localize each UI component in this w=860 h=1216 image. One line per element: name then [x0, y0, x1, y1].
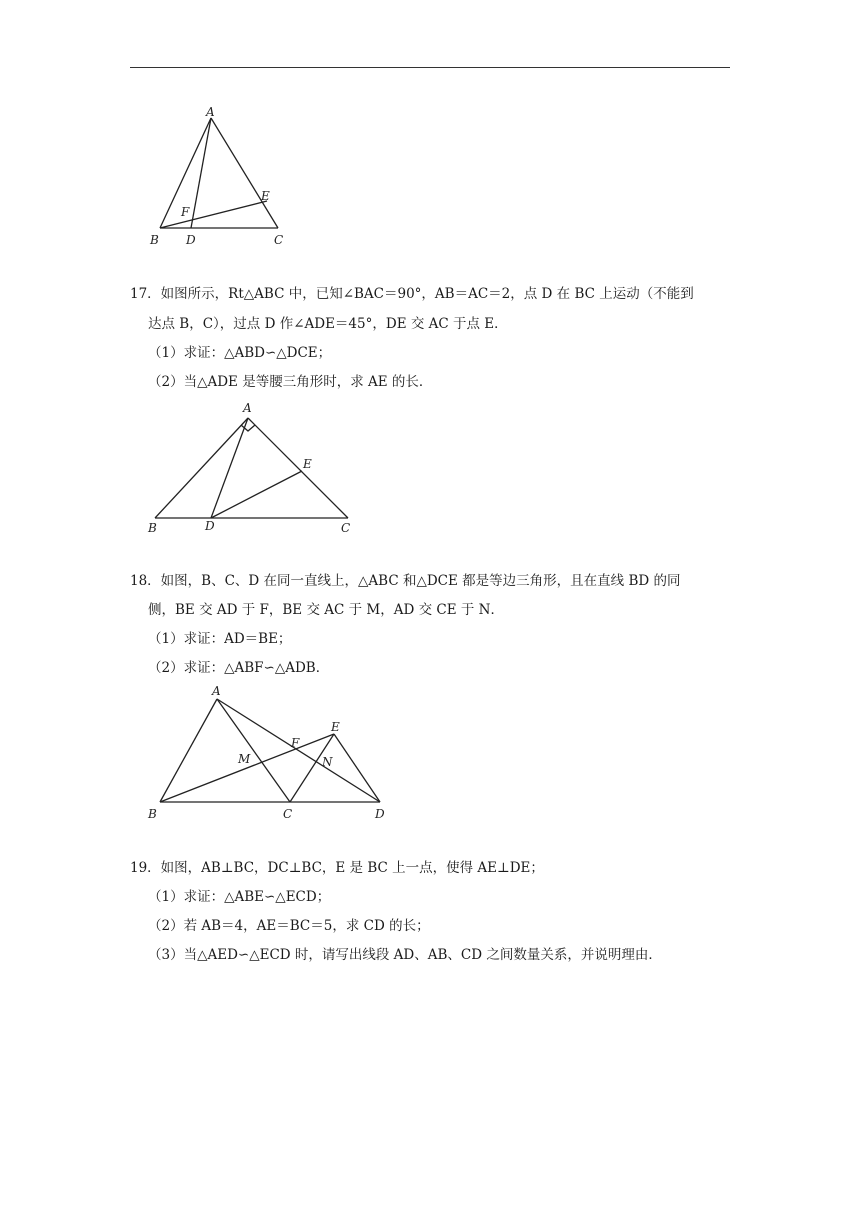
label-b: B — [150, 233, 159, 247]
problem-17-q1: （1）求证：△ABD∽△DCE； — [148, 345, 332, 361]
problem-19-line1: 19．如图，AB⊥BC，DC⊥BC，E 是 BC 上一点，使得 AE⊥DE； — [130, 860, 544, 876]
problem-18-line1: 18．如图，B、C、D 在同一直线上，△ABC 和△DCE 都是等边三角形，且在直线 BD 的同 — [130, 573, 681, 589]
problem-17-line1: 17．如图所示，Rt△ABC 中，已知∠BAC＝90°，AB＝AC＝2，点 D 在 BC 上运动（不能到 — [130, 286, 694, 302]
figure-18 — [140, 682, 400, 827]
label-d: D — [205, 519, 215, 533]
label-n: N — [322, 755, 333, 769]
seg-de — [211, 471, 302, 518]
problem-17-line2: 达点 B，C），过点 D 作∠ADE＝45°，DE 交 AC 于点 E． — [148, 316, 508, 332]
label-f: F — [181, 205, 190, 219]
figure-16 — [140, 100, 300, 260]
seg-ad — [191, 118, 211, 228]
problem-19-q2: （2）若 AB＝4，AE＝BC＝5，求 CD 的长； — [148, 918, 430, 934]
seg-ab — [155, 418, 248, 518]
label-c: C — [274, 233, 284, 247]
problem-18-q2: （2）求证：△ABF∽△ADB． — [148, 660, 330, 676]
seg-be — [160, 734, 334, 802]
label-a: A — [206, 105, 215, 119]
label-e: E — [303, 457, 312, 471]
figure-17 — [140, 400, 360, 540]
problem-17-q2: （2）当△ADE 是等腰三角形时，求 AE 的长． — [148, 374, 433, 390]
label-c: C — [283, 807, 293, 821]
label-f: F — [291, 736, 300, 750]
seg-ad — [217, 699, 380, 802]
label-e: E — [261, 189, 270, 203]
seg-ac — [248, 418, 348, 518]
label-b: B — [148, 521, 157, 535]
label-a: A — [212, 684, 221, 698]
label-e: E — [331, 720, 340, 734]
problem-19-q1: （1）求证：△ABE∽△ECD； — [148, 889, 331, 905]
label-m: M — [238, 752, 251, 766]
seg-ab — [160, 699, 217, 802]
seg-ac — [211, 118, 278, 228]
seg-ed — [334, 734, 380, 802]
label-d: D — [375, 807, 385, 821]
seg-ac — [217, 699, 290, 802]
header-rule — [130, 67, 730, 68]
seg-be — [160, 201, 267, 228]
seg-ad — [211, 418, 248, 518]
label-d: D — [186, 233, 196, 247]
problem-18-line2: 侧，BE 交 AD 于 F，BE 交 AC 于 M，AD 交 CE 于 N． — [148, 602, 504, 618]
label-a: A — [243, 401, 252, 415]
label-b: B — [148, 807, 157, 821]
problem-18-q1: （1）求证：AD＝BE； — [148, 631, 292, 647]
problem-19-q3: （3）当△AED∽△ECD 时，请写出线段 AD、AB、CD 之间数量关系，并说明理由． — [148, 947, 662, 963]
label-c: C — [341, 521, 351, 535]
